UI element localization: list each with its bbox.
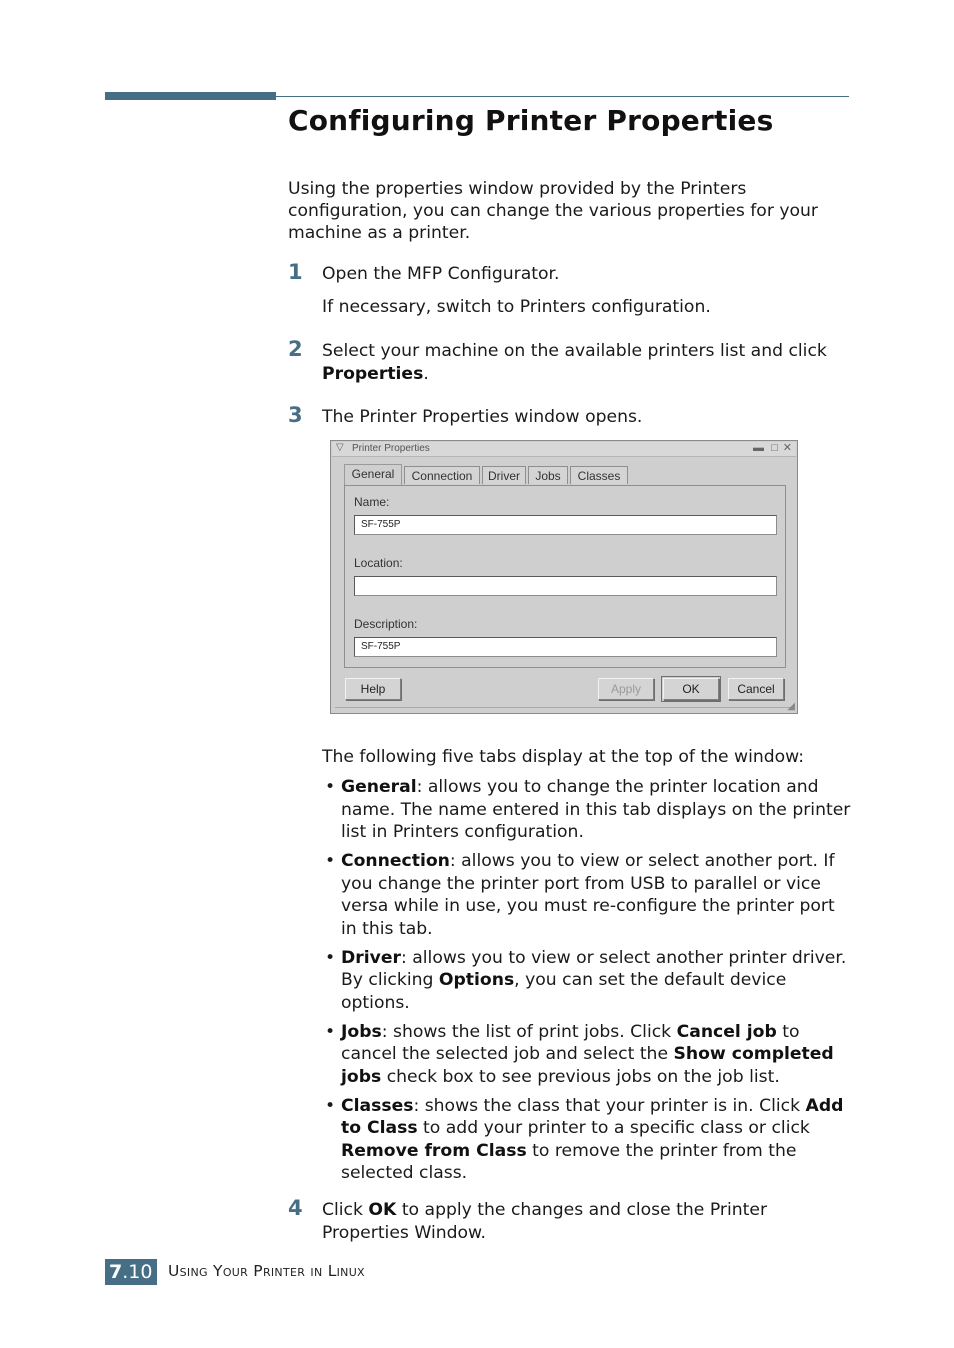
- location-label: Location:: [354, 556, 403, 570]
- bullet-bold: Add to Class: [341, 1095, 844, 1138]
- bullet-text: to add your printer to a specific class or click: [417, 1118, 810, 1138]
- step-4-post: to apply the changes and close the Printer Properties Window.: [322, 1200, 768, 1243]
- bullet-text: to cancel the selected job and select the: [341, 1021, 800, 1064]
- bullet-text: : allows you to view or select another printer driver. By clicking: [341, 947, 847, 990]
- bullet-text: : shows the class that your printer is in. Click: [413, 1095, 806, 1116]
- bullet-term: Connection: [341, 851, 450, 871]
- bullet-text: to remove the printer from the selected class.: [341, 1140, 797, 1183]
- minimize-icon[interactable]: ▬: [753, 442, 764, 454]
- bullet-term: Jobs: [341, 1021, 382, 1042]
- resize-grip-icon[interactable]: ◢: [787, 701, 795, 712]
- apply-button[interactable]: Apply: [598, 678, 654, 700]
- tab-general[interactable]: General: [344, 464, 402, 485]
- step-number-2: 2: [288, 337, 303, 361]
- step-number-1: 1: [288, 260, 303, 284]
- name-input[interactable]: SF-755P: [354, 515, 777, 535]
- step-2-text: [322, 340, 852, 386]
- step-number-3: 3: [288, 403, 303, 427]
- header-rule-thick: [105, 92, 276, 100]
- cancel-button[interactable]: Cancel: [728, 678, 784, 700]
- name-label: Name:: [354, 495, 390, 509]
- maximize-icon[interactable]: □: [771, 442, 778, 454]
- list-item-jobs: [322, 1021, 852, 1089]
- page-title: Configuring Printer Properties: [288, 104, 774, 137]
- window-status-bar: [335, 707, 793, 711]
- general-tab-panel: [344, 485, 786, 668]
- step-4-text: [322, 1199, 852, 1245]
- tab-driver[interactable]: Driver: [482, 466, 526, 484]
- tabs-description-list: [322, 776, 852, 1191]
- step-3-text: The Printer Properties window opens.: [322, 407, 643, 427]
- chapter-number: 7: [109, 1261, 123, 1283]
- list-item-classes: [322, 1095, 852, 1185]
- header-rule-thin: [276, 96, 849, 97]
- step-2-pre: Select your machine on the available printers list and click: [322, 341, 827, 361]
- description-label: Description:: [354, 617, 418, 631]
- tabs-intro: The following five tabs display at the top of the window:: [322, 747, 805, 767]
- step-number-4: 4: [288, 1196, 303, 1220]
- bullet-term: General: [341, 777, 417, 797]
- bullet-text: : allows you to change the printer location and name. The name entered in this tab displays on the printer list in Printers configuration.: [341, 777, 851, 842]
- bullet-bold: Remove from Class: [341, 1140, 527, 1161]
- tab-classes[interactable]: Classes: [570, 466, 628, 484]
- bullet-bold: Options: [438, 970, 515, 990]
- step-1-subtext: If necessary, switch to Printers configuration.: [322, 297, 711, 317]
- bullet-text: : shows the list of print jobs. Click: [381, 1021, 677, 1042]
- printer-properties-window: [330, 440, 798, 714]
- window-titlebar[interactable]: [332, 442, 796, 457]
- list-item-driver: [322, 947, 852, 1015]
- bullet-term: Driver: [341, 947, 401, 968]
- ok-button[interactable]: OK: [663, 678, 719, 700]
- bullet-icon: •: [325, 1021, 336, 1042]
- bullet-icon: •: [325, 851, 336, 871]
- step-2-bold: Properties: [322, 364, 424, 384]
- step-2-post: .: [423, 364, 429, 384]
- tab-jobs[interactable]: Jobs: [528, 466, 568, 484]
- window-menu-icon[interactable]: ▽: [336, 442, 344, 453]
- page-number: .10: [122, 1261, 153, 1283]
- bullet-bold: Show completed jobs: [341, 1044, 834, 1087]
- step-4-pre: Click: [322, 1200, 369, 1220]
- bullet-icon: •: [325, 947, 336, 968]
- list-item-connection: [322, 850, 852, 940]
- bullet-text: check box to see previous jobs on the job list.: [381, 1066, 780, 1087]
- bullet-icon: •: [325, 1095, 336, 1116]
- bullet-icon: •: [325, 777, 336, 797]
- step-4-bold: OK: [368, 1200, 397, 1220]
- window-title: Printer Properties: [352, 443, 430, 454]
- intro-paragraph: Using the properties window provided by the Printers configuration, you can change the various properties for your machine as a printer.: [288, 179, 818, 243]
- description-input[interactable]: SF-755P: [354, 637, 777, 657]
- location-input[interactable]: [354, 576, 777, 596]
- help-button[interactable]: Help: [345, 678, 401, 700]
- footer-section-title: Using Your Printer in Linux: [168, 1262, 365, 1280]
- bullet-bold: Cancel job: [676, 1021, 777, 1042]
- list-item-general: [322, 776, 852, 844]
- bullet-term: Classes: [341, 1095, 414, 1116]
- step-1-text: Open the MFP Configurator.: [322, 264, 560, 284]
- bullet-text: , you can set the default device options.: [341, 970, 787, 1013]
- tab-connection[interactable]: Connection: [404, 466, 480, 484]
- bullet-text: : allows you to view or select another port. If you change the printer port from USB to parallel or vice versa while in use, you must re-configure the printer port in this tab.: [341, 851, 835, 939]
- close-icon[interactable]: ✕: [782, 442, 792, 454]
- page-number-badge: [105, 1259, 157, 1285]
